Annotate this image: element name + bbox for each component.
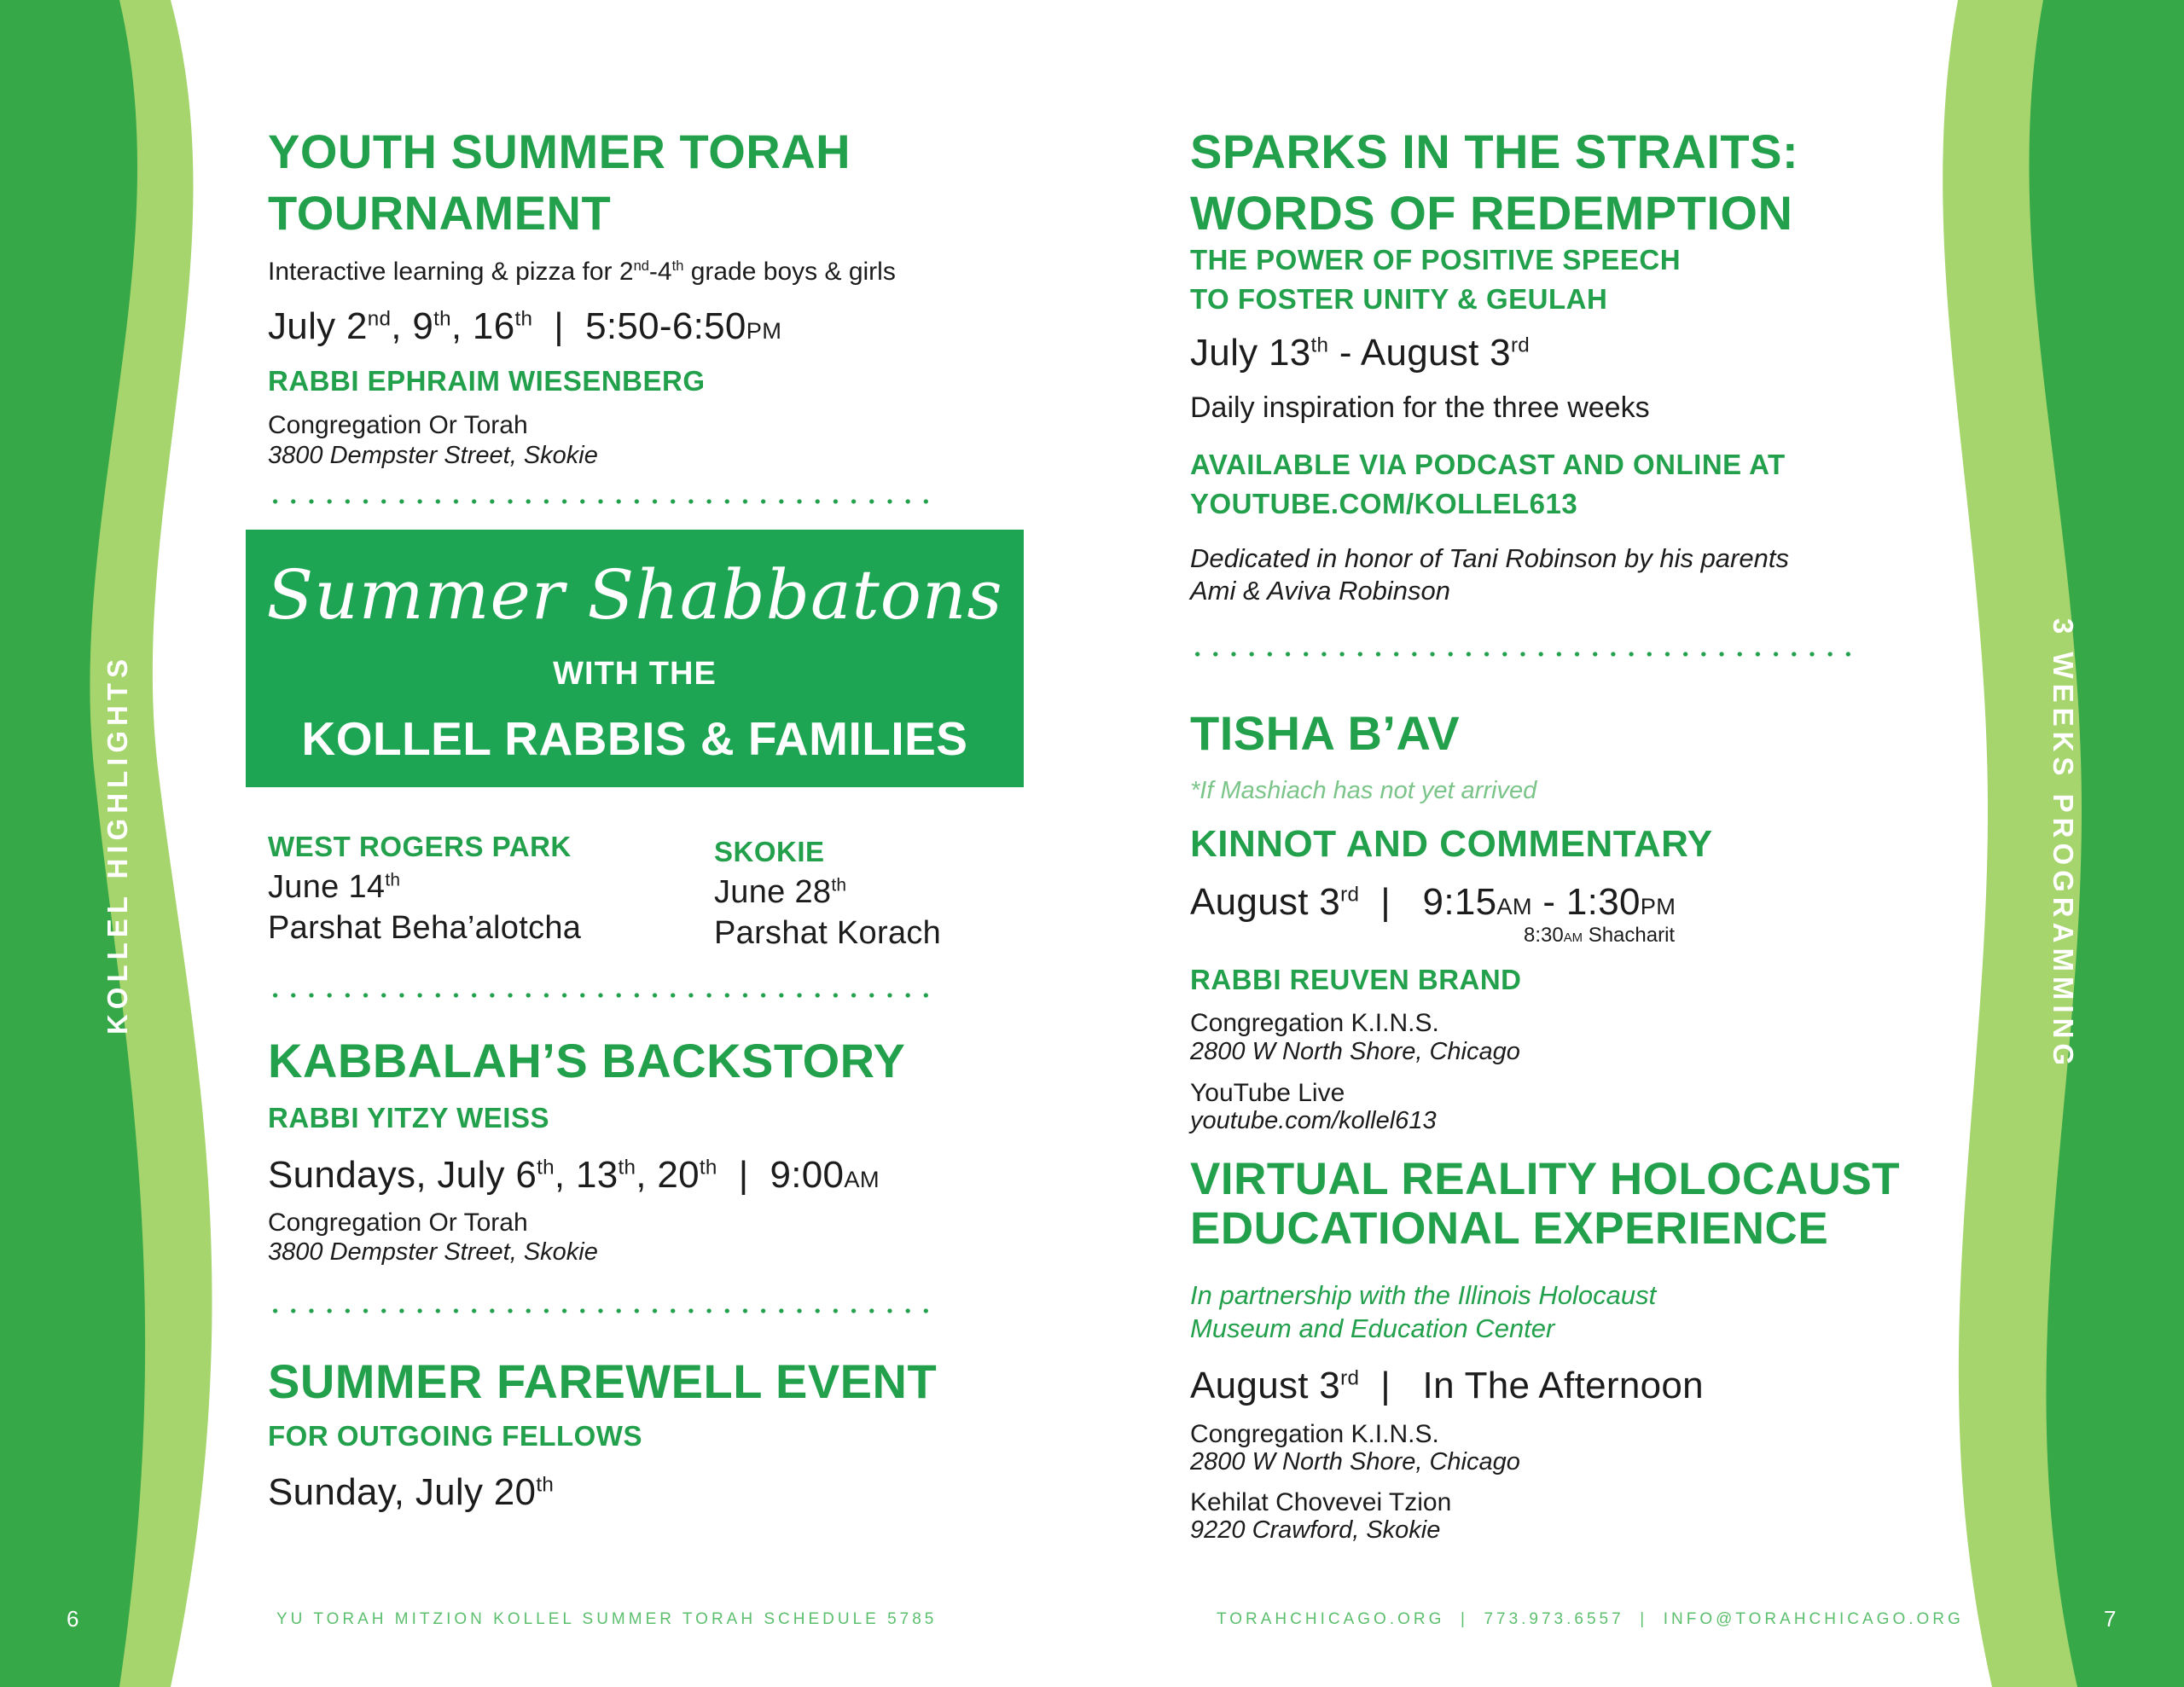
kabbalah-date [268,1151,880,1203]
divider-4 [1188,652,1854,657]
sparks-subtitle [1190,241,1681,319]
youth-desc-c: grade boys & girls [683,258,896,286]
youth-date-sup2: th [433,307,451,331]
tisha-shacharit [1524,924,1675,948]
farewell-subtitle: FOR OUTGOING FELLOWS [268,1420,642,1452]
footer-left: YU TORAH MITZION KOLLEL SUMMER TORAH SCHEDULE 5785 [276,1610,938,1628]
shabbatons-subtitle: KOLLEL RABBIS & FAMILIES [301,712,968,765]
vr-address1: 2800 W North Shore, Chicago [1190,1448,1520,1475]
divider-3 [266,1308,932,1313]
kabbalah-venue: Congregation Or Torah [268,1209,528,1237]
vr-venue1: Congregation K.I.N.S. [1190,1420,1439,1448]
farewell-date-sup: th [536,1473,555,1497]
loc2-date-text: June 28 [714,874,832,910]
sparks-subtitle-line2: TO FOSTER UNITY & GEULAH [1190,283,1608,315]
youth-desc-sup1: nd [633,258,649,274]
vr-title-line1: VIRTUAL REALITY HOLOCAUST [1190,1154,1901,1204]
youth-date [268,303,781,355]
tisha-date [1190,878,1676,930]
tisha-date-sup: rd [1340,883,1360,907]
sparks-availability-line1: AVAILABLE VIA PODCAST AND ONLINE AT [1190,449,1786,480]
sparks-date-sup2: rd [1510,333,1531,357]
shabbatons-with-the: WITH THE [553,656,717,692]
tisha-venue: Congregation K.I.N.S. [1190,1009,1439,1037]
kabbalah-date-sup1: th [537,1156,555,1180]
vr-date [1190,1362,1704,1410]
tisha-address: 2800 W North Shore, Chicago [1190,1038,1520,1065]
sparks-title-line2: WORDS OF REDEMPTION [1190,186,1793,240]
tisha-unit1: AM [1496,893,1532,919]
sidebar-label-right: 3 WEEKS PROGRAMMING [2048,617,2079,1071]
shacharit-unit: AM [1563,931,1583,945]
loc2-date-sup: th [831,875,847,896]
loc1-date-sup: th [385,870,401,890]
sparks-description: Daily inspiration for the three weeks [1190,391,1650,424]
loc1-parsha: Parshat Beha’alotcha [268,910,582,946]
youth-description [268,255,896,289]
shabbatons-banner [246,530,1024,787]
tisha-note: *If Mashiach has not yet arrived [1190,777,1537,804]
vr-date-b: | In The Afternoon [1359,1365,1704,1406]
footer-right: TORAHCHICAGO.ORG | 773.973.6557 | INFO@TORAHCHICAGO.ORG [1217,1610,1964,1628]
kabbalah-date-a: Sundays, July 6 [268,1154,537,1196]
tisha-live-url[interactable]: youtube.com/kollel613 [1190,1107,1437,1134]
vr-venue2: Kehilat Chovevei Tzion [1190,1488,1452,1516]
tisha-subtitle: KINNOT AND COMMENTARY [1190,823,1713,865]
sparks-availability-line2: YOUTUBE.COM/KOLLEL613 [1190,488,1578,519]
sparks-date-sup1: th [1310,333,1329,357]
kabbalah-address: 3800 Dempster Street, Skokie [268,1238,598,1266]
loc1-date [268,867,581,907]
loc1-name: WEST ROGERS PARK [268,831,572,862]
tisha-date-a: August 3 [1190,881,1341,923]
sparks-date [1190,329,1530,377]
farewell-date-text: Sunday, July 20 [268,1471,537,1513]
divider-2 [266,993,932,998]
vr-title-line2: EDUCATIONAL EXPERIENCE [1190,1203,1829,1254]
shabbaton-location-skokie [714,832,941,954]
youth-date-sup3: th [514,307,533,331]
shabbatons-script-title: Summer Shabbatons [266,555,1003,635]
youth-date-b: , 9 [391,305,434,347]
vr-partner-line2: Museum and Education Center [1190,1313,1555,1343]
sparks-date-a: July 13 [1190,332,1311,374]
youth-desc-b: -4 [648,258,672,286]
tisha-date-b: | 9:15 [1359,881,1497,923]
vr-partner-line1: In partnership with the Illinois Holocaust [1190,1280,1657,1310]
kabbalah-date-sup2: th [618,1156,636,1180]
sparks-title [1190,121,1798,244]
youth-venue: Congregation Or Torah [268,411,528,439]
sparks-title-line1: SPARKS IN THE STRAITS: [1190,125,1799,178]
youth-date-a: July 2 [268,305,368,347]
shacharit-time: 8:30 [1524,924,1564,947]
sparks-availability [1190,445,1786,524]
sparks-subtitle-line1: THE POWER OF POSITIVE SPEECH [1190,244,1682,275]
sparks-dedication-block [1190,542,1789,607]
loc1-date-text: June 14 [268,869,386,905]
sparks-dedication-line2: Ami & Aviva Robinson [1190,576,1450,606]
tisha-unit2: PM [1640,893,1676,919]
sparks-date-b: - August 3 [1328,332,1511,374]
loc2-date [714,872,941,913]
vr-title [1190,1155,1900,1254]
kabbalah-date-c: , 20 [636,1154,700,1196]
vr-date-a: August 3 [1190,1365,1341,1406]
youth-address: 3800 Dempster Street, Skokie [268,442,598,469]
page-number-left: 6 [67,1606,79,1632]
youth-date-d: | 5:50-6:50 [532,305,746,347]
shabbaton-location-wrp [268,827,581,948]
divider-1 [266,499,932,504]
tisha-date-c: - 1:30 [1531,881,1641,923]
kabbalah-date-unit: AM [844,1166,880,1192]
loc2-parsha: Parshat Korach [714,915,942,951]
youth-title-line2: TOURNAMENT [268,186,612,240]
sidebar-label-left: KOLLEL HIGHLIGHTS [102,653,133,1035]
kabbalah-date-b: , 13 [554,1154,619,1196]
sparks-dedication-line1: Dedicated in honor of Tani Robinson by his parents [1190,543,1789,573]
shacharit-label: Shacharit [1583,924,1676,947]
youth-date-unit: PM [746,317,782,344]
youth-desc-a: Interactive learning & pizza for 2 [268,258,634,286]
vr-date-sup: rd [1340,1366,1360,1390]
kabbalah-rabbi: RABBI YITZY WEISS [268,1102,549,1133]
farewell-title: SUMMER FAREWELL EVENT [268,1354,938,1408]
kabbalah-date-sup3: th [699,1156,717,1180]
loc2-name: SKOKIE [714,836,825,867]
tisha-live: YouTube Live [1190,1079,1345,1107]
kabbalah-date-d: | 9:00 [717,1154,845,1196]
youth-date-c: , 16 [450,305,515,347]
youth-rabbi: RABBI EPHRAIM WIESENBERG [268,365,706,397]
vr-address2: 9220 Crawford, Skokie [1190,1516,1441,1544]
tisha-rabbi: RABBI REUVEN BRAND [1190,964,1522,995]
youth-desc-sup2: th [671,258,684,274]
youth-title-line1: YOUTH SUMMER TORAH [268,125,851,178]
vr-partner [1190,1278,1656,1345]
farewell-date [268,1469,554,1516]
tisha-title: TISHA B’AV [1190,706,1461,760]
page-number-right: 7 [2104,1606,2117,1632]
youth-title [268,121,851,244]
kabbalah-title: KABBALAH’S BACKSTORY [268,1034,906,1087]
youth-date-sup1: nd [367,307,392,331]
